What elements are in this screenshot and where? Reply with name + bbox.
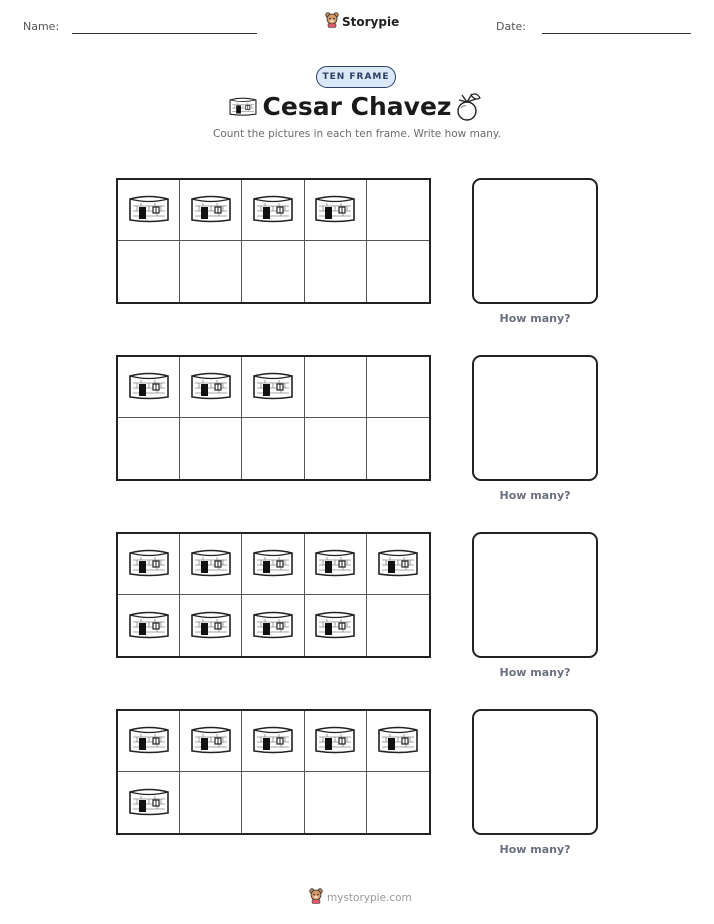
frame-cell	[242, 595, 304, 656]
adobe-house-icon	[189, 546, 233, 582]
frame-cell	[305, 711, 367, 772]
answer-box-1[interactable]	[472, 178, 598, 304]
adobe-house-icon	[251, 192, 295, 228]
frame-cell	[367, 595, 429, 656]
frame-cell	[367, 418, 429, 479]
how-many-label-4: How many?	[499, 843, 571, 856]
frame-cell	[367, 534, 429, 595]
answer-box-4[interactable]	[472, 709, 598, 835]
frame-cell	[118, 357, 180, 418]
adobe-house-icon	[313, 546, 357, 582]
frame-cell	[242, 711, 304, 772]
how-many-label-2: How many?	[499, 489, 571, 502]
frame-cell	[367, 772, 429, 833]
frame-cell	[305, 772, 367, 833]
adobe-house-icon	[189, 608, 233, 644]
answer-box-2[interactable]	[472, 355, 598, 481]
frame-cell	[180, 418, 242, 479]
frame-cell	[242, 772, 304, 833]
frame-cell	[242, 357, 304, 418]
how-many-label-1: How many?	[499, 312, 571, 325]
frame-cell	[367, 180, 429, 241]
adobe-house-icon	[189, 192, 233, 228]
instructions: Count the pictures in each ten frame. Write how many.	[213, 128, 501, 140]
frame-cell	[367, 241, 429, 302]
adobe-house-icon	[251, 608, 295, 644]
frame-cell	[180, 772, 242, 833]
adobe-house-icon	[251, 369, 295, 405]
frame-cell	[305, 534, 367, 595]
frame-cell	[367, 711, 429, 772]
adobe-house-icon	[313, 608, 357, 644]
answer-box-3[interactable]	[472, 532, 598, 658]
footer-url: mystorypie.com	[327, 892, 412, 904]
frame-cell	[305, 180, 367, 241]
frame-cell	[305, 357, 367, 418]
frame-cell	[367, 357, 429, 418]
date-label: Date:	[496, 20, 526, 33]
how-many-label-3: How many?	[499, 666, 571, 679]
adobe-house-icon	[251, 723, 295, 759]
frame-cell	[118, 241, 180, 302]
frame-cell	[180, 357, 242, 418]
adobe-house-icon	[189, 723, 233, 759]
bear-mascot-icon	[309, 888, 323, 908]
frame-cell	[305, 241, 367, 302]
adobe-house-icon	[127, 369, 171, 405]
adobe-house-icon	[376, 546, 420, 582]
ten-frame-3	[116, 532, 431, 658]
frame-cell	[118, 534, 180, 595]
frame-cell	[305, 418, 367, 479]
brand-name: Storypie	[342, 15, 400, 29]
name-label: Name:	[23, 20, 60, 33]
frame-cell	[242, 534, 304, 595]
footer	[309, 888, 412, 908]
frame-cell	[180, 180, 242, 241]
ten-frame-badge: TEN FRAME	[316, 66, 396, 88]
frame-cell	[180, 241, 242, 302]
ten-frame-1	[116, 178, 431, 304]
adobe-house-icon	[127, 546, 171, 582]
adobe-house-icon	[127, 785, 171, 821]
frame-cell	[242, 418, 304, 479]
adobe-house-icon	[251, 546, 295, 582]
frame-cell	[118, 418, 180, 479]
bear-mascot-icon	[325, 12, 339, 32]
brand-logo	[325, 12, 399, 32]
adobe-house-icon	[313, 192, 357, 228]
adobe-house-icon	[127, 608, 171, 644]
frame-cell	[242, 180, 304, 241]
adobe-house-icon	[127, 192, 171, 228]
frame-cell	[118, 595, 180, 656]
name-line[interactable]	[72, 33, 257, 34]
adobe-house-icon	[313, 723, 357, 759]
frame-cell	[305, 595, 367, 656]
ten-frame-2	[116, 355, 431, 481]
page-title: Cesar Chavez	[262, 92, 452, 121]
frame-cell	[242, 241, 304, 302]
date-line[interactable]	[542, 33, 691, 34]
tomato-icon	[455, 90, 483, 126]
frame-cell	[180, 595, 242, 656]
frame-cell	[180, 534, 242, 595]
adobe-house-icon	[189, 369, 233, 405]
adobe-house-icon	[376, 723, 420, 759]
frame-cell	[118, 772, 180, 833]
ten-frame-4	[116, 709, 431, 835]
frame-cell	[118, 180, 180, 241]
adobe-house-icon	[127, 723, 171, 759]
frame-cell	[180, 711, 242, 772]
frame-cell	[118, 711, 180, 772]
